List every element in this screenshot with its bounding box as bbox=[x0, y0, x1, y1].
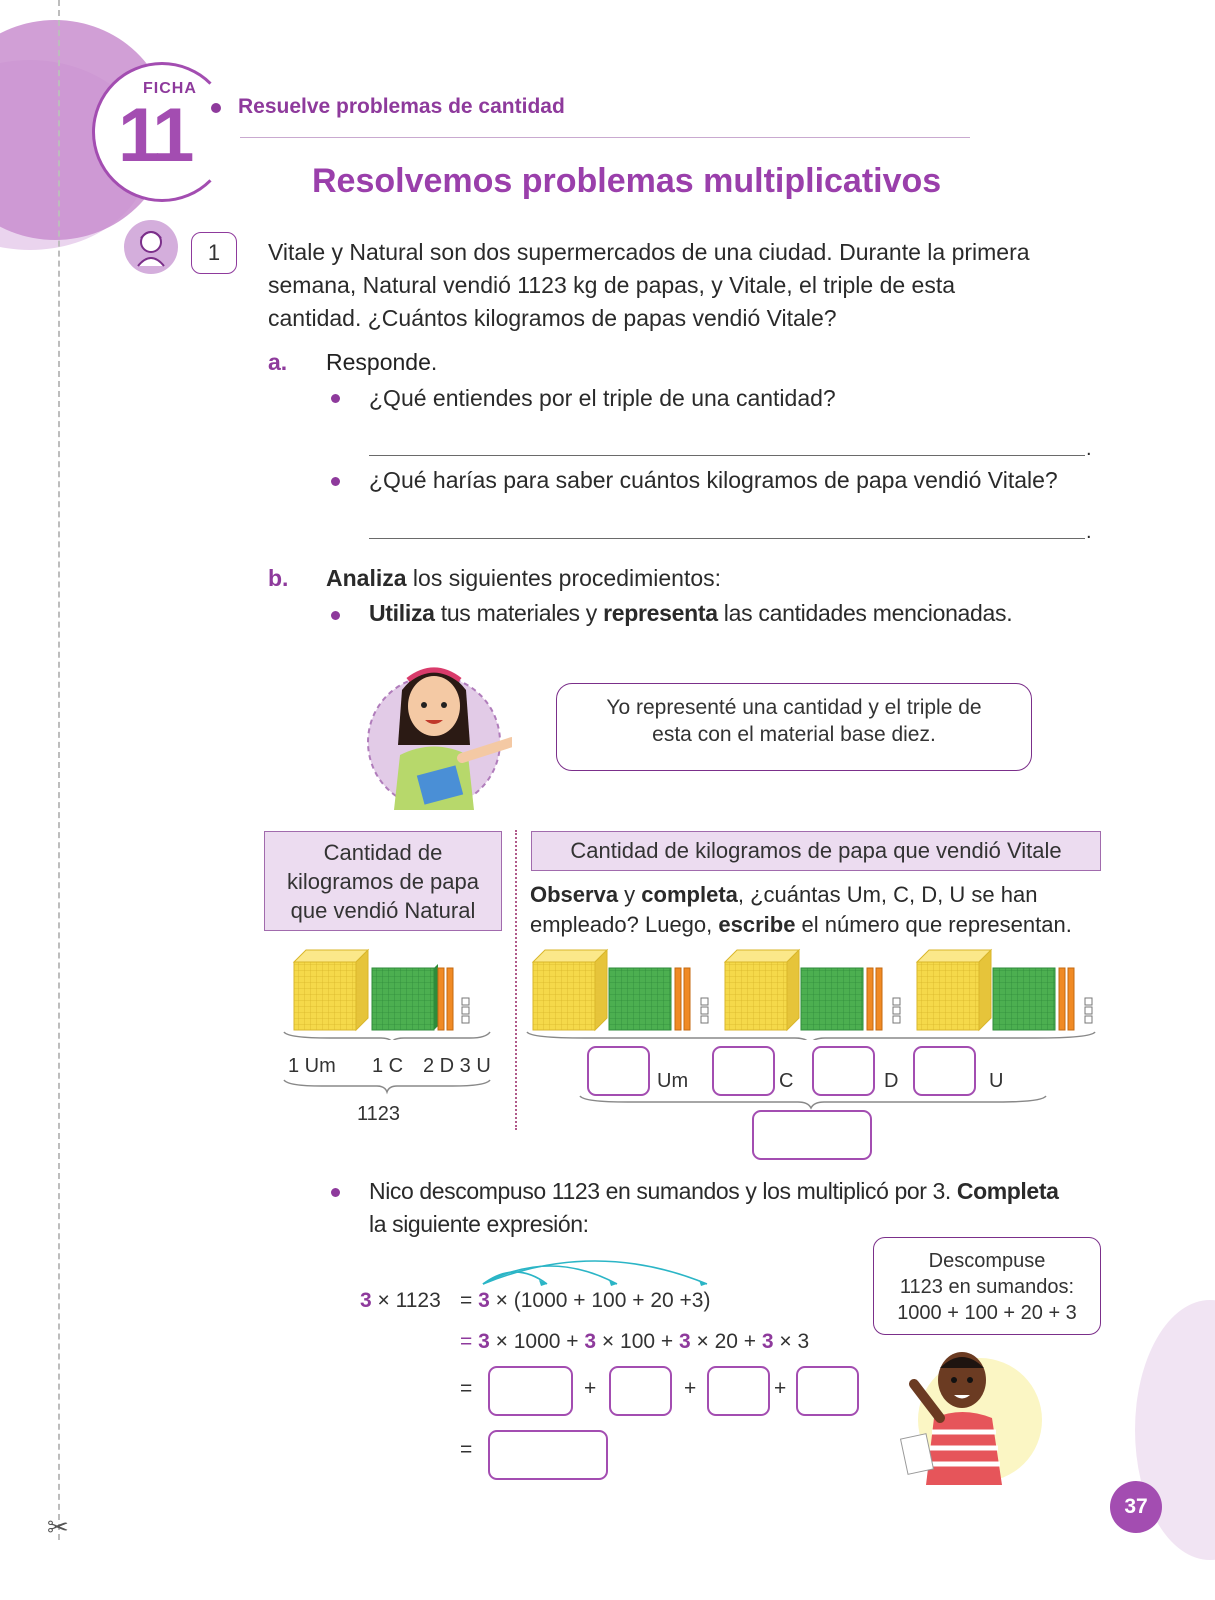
answer-line-end: . bbox=[1086, 438, 1092, 460]
bullet-utiliza bbox=[369, 597, 1012, 630]
bullet bbox=[331, 394, 340, 403]
question-1: ¿Qué entiendes por el triple de una cantidad? bbox=[369, 385, 836, 411]
text-span: Nico descompuso 1123 en sumandos y los multiplicó por 3. bbox=[369, 1178, 957, 1204]
text-span: y bbox=[618, 882, 642, 907]
cut-line bbox=[58, 0, 60, 1540]
part-b-instruction bbox=[326, 562, 721, 595]
competency-label: Resuelve problemas de cantidad bbox=[238, 95, 565, 118]
natural-total: 1123 bbox=[357, 1103, 401, 1125]
box-line: Cantidad de bbox=[323, 840, 443, 865]
c-label: C bbox=[779, 1070, 794, 1092]
page-title: Resolvemos problemas multiplicativos bbox=[312, 162, 942, 200]
multiplier: 3 bbox=[678, 1330, 691, 1353]
speech-line: esta con el material base diez. bbox=[652, 723, 936, 746]
part-a-instruction bbox=[326, 346, 437, 379]
group-1 bbox=[533, 950, 708, 1030]
d-input-box[interactable] bbox=[812, 1046, 875, 1096]
text-span: × 100 + bbox=[596, 1330, 679, 1353]
ficha-number: 11 bbox=[118, 93, 191, 178]
nico-instruction bbox=[369, 1175, 1129, 1241]
text-span: × (1000 + 100 + 20 +3) bbox=[489, 1289, 711, 1312]
bullet bbox=[331, 611, 340, 620]
text-span: el número que representan. bbox=[795, 912, 1072, 937]
thousand-cube bbox=[294, 950, 368, 1030]
text-span: empleado? Luego, bbox=[530, 912, 719, 937]
observa-word: Observa bbox=[530, 882, 619, 907]
ficha-label: FICHA bbox=[143, 80, 197, 97]
bullet bbox=[331, 477, 340, 486]
multiplier: 3 bbox=[478, 1289, 490, 1312]
equals-sign: = bbox=[460, 1438, 473, 1461]
group-2 bbox=[725, 950, 900, 1030]
plus-sign: + bbox=[584, 1377, 597, 1400]
nico-speech-bubble bbox=[873, 1237, 1101, 1335]
bullet bbox=[331, 1188, 340, 1197]
multiplier: 3 bbox=[761, 1330, 774, 1353]
utiliza-word: Utiliza bbox=[369, 600, 435, 626]
multiplier: 3 bbox=[360, 1289, 372, 1312]
speech-line: Yo representé una cantidad y el triple de bbox=[606, 696, 982, 719]
escribe-word: escribe bbox=[718, 912, 796, 937]
expression-row-2 bbox=[460, 1330, 809, 1354]
natural-brace bbox=[282, 1078, 492, 1098]
header-bullet bbox=[211, 103, 221, 113]
natural-c-label: 1 C bbox=[372, 1055, 404, 1077]
product-input-3[interactable] bbox=[707, 1366, 770, 1416]
answer-line-1[interactable] bbox=[369, 455, 1085, 456]
text-span: × 1123 bbox=[371, 1289, 441, 1312]
statement-line: semana, Natural vendió 1123 kg de papas, y Vitale, el triple de esta bbox=[268, 272, 956, 298]
final-result-input[interactable] bbox=[488, 1430, 608, 1480]
page-number-badge: 37 bbox=[1110, 1481, 1162, 1533]
completa-word: Completa bbox=[956, 1178, 1059, 1204]
box-line: que vendió Natural bbox=[290, 898, 476, 923]
um-label: Um bbox=[657, 1070, 689, 1092]
text-span: las cantidades mencionadas. bbox=[717, 600, 1013, 626]
question-2: ¿Qué harías para saber cuántos kilogramos de papa vendió Vitale? bbox=[369, 467, 1058, 493]
text-line: la siguiente expresión: bbox=[369, 1211, 589, 1237]
text-span: × 1000 + bbox=[489, 1330, 585, 1353]
box-line: kilogramos de papa bbox=[286, 869, 479, 894]
analiza-word: Analiza bbox=[326, 565, 407, 591]
equals-sign: = bbox=[460, 1330, 473, 1353]
expression-lhs bbox=[360, 1289, 441, 1313]
vitale-base-ten-blocks bbox=[525, 940, 1105, 1040]
completa-word: completa bbox=[641, 882, 738, 907]
responde-word: Responde bbox=[326, 349, 431, 375]
text-span: × 20 + bbox=[690, 1330, 762, 1353]
speech-line: 1123 en sumandos: bbox=[899, 1276, 1075, 1298]
text-span: , ¿cuántas Um, C, D, U se han bbox=[737, 882, 1038, 907]
nico-illustration bbox=[900, 1340, 1050, 1485]
student-icon bbox=[124, 220, 178, 274]
girl-illustration bbox=[362, 650, 512, 810]
representa-word: representa bbox=[603, 600, 718, 626]
answer-line-2[interactable] bbox=[369, 538, 1085, 539]
instruction-rest: los siguientes procedimientos: bbox=[406, 565, 722, 591]
vitale-total-input[interactable] bbox=[752, 1110, 872, 1160]
multiplier: 3 bbox=[584, 1330, 597, 1353]
unit-cubes bbox=[462, 998, 469, 1023]
girl-speech-bubble bbox=[556, 683, 1032, 771]
group-3 bbox=[917, 950, 1092, 1030]
part-a-letter: a. bbox=[268, 349, 288, 375]
text-span: × 3 bbox=[773, 1330, 810, 1353]
column-divider bbox=[515, 830, 517, 1130]
product-input-2[interactable] bbox=[609, 1366, 672, 1416]
expression-row-1 bbox=[460, 1289, 710, 1313]
problem-statement bbox=[268, 236, 1108, 335]
u-input-box[interactable] bbox=[913, 1046, 976, 1096]
speech-line: 1000 + 100 + 20 + 3 bbox=[897, 1302, 1077, 1324]
vitale-quantity-box bbox=[531, 831, 1101, 871]
part-b-letter: b. bbox=[268, 565, 289, 591]
hundred-flat bbox=[372, 964, 438, 1030]
answer-line-end: . bbox=[1086, 521, 1092, 543]
header-divider bbox=[240, 137, 970, 138]
ten-rods bbox=[438, 968, 453, 1030]
um-input-box[interactable] bbox=[587, 1046, 650, 1096]
text-span: tus materiales y bbox=[434, 600, 604, 626]
problem-number-badge: 1 bbox=[191, 232, 237, 274]
equals-sign: = bbox=[460, 1377, 473, 1400]
observe-instruction bbox=[530, 880, 1120, 940]
plus-sign: + bbox=[774, 1377, 787, 1400]
u-label: U bbox=[989, 1070, 1004, 1092]
natural-um-label: 1 Um bbox=[288, 1055, 336, 1077]
box-title: Cantidad de kilogramos de papa que vendió Vitale bbox=[570, 838, 1062, 863]
multiplier: 3 bbox=[478, 1330, 490, 1353]
plus-sign: + bbox=[684, 1377, 697, 1400]
natural-du-label: 2 D 3 U bbox=[423, 1055, 491, 1077]
equals-sign: = bbox=[460, 1289, 473, 1312]
scissors-icon: ✂ bbox=[47, 1512, 69, 1542]
speech-line: Descompuse bbox=[928, 1250, 1046, 1272]
natural-quantity-box bbox=[264, 831, 502, 931]
d-label: D bbox=[884, 1070, 899, 1092]
statement-line: Vitale y Natural son dos supermercados de una ciudad. Durante la primera bbox=[268, 239, 1030, 265]
natural-base-ten-blocks bbox=[280, 940, 500, 1040]
period: . bbox=[430, 349, 438, 375]
c-input-box[interactable] bbox=[712, 1046, 775, 1096]
statement-line: cantidad. ¿Cuántos kilogramos de papas vendió Vitale? bbox=[268, 305, 837, 331]
product-input-1[interactable] bbox=[488, 1366, 573, 1416]
product-input-4[interactable] bbox=[796, 1366, 859, 1416]
